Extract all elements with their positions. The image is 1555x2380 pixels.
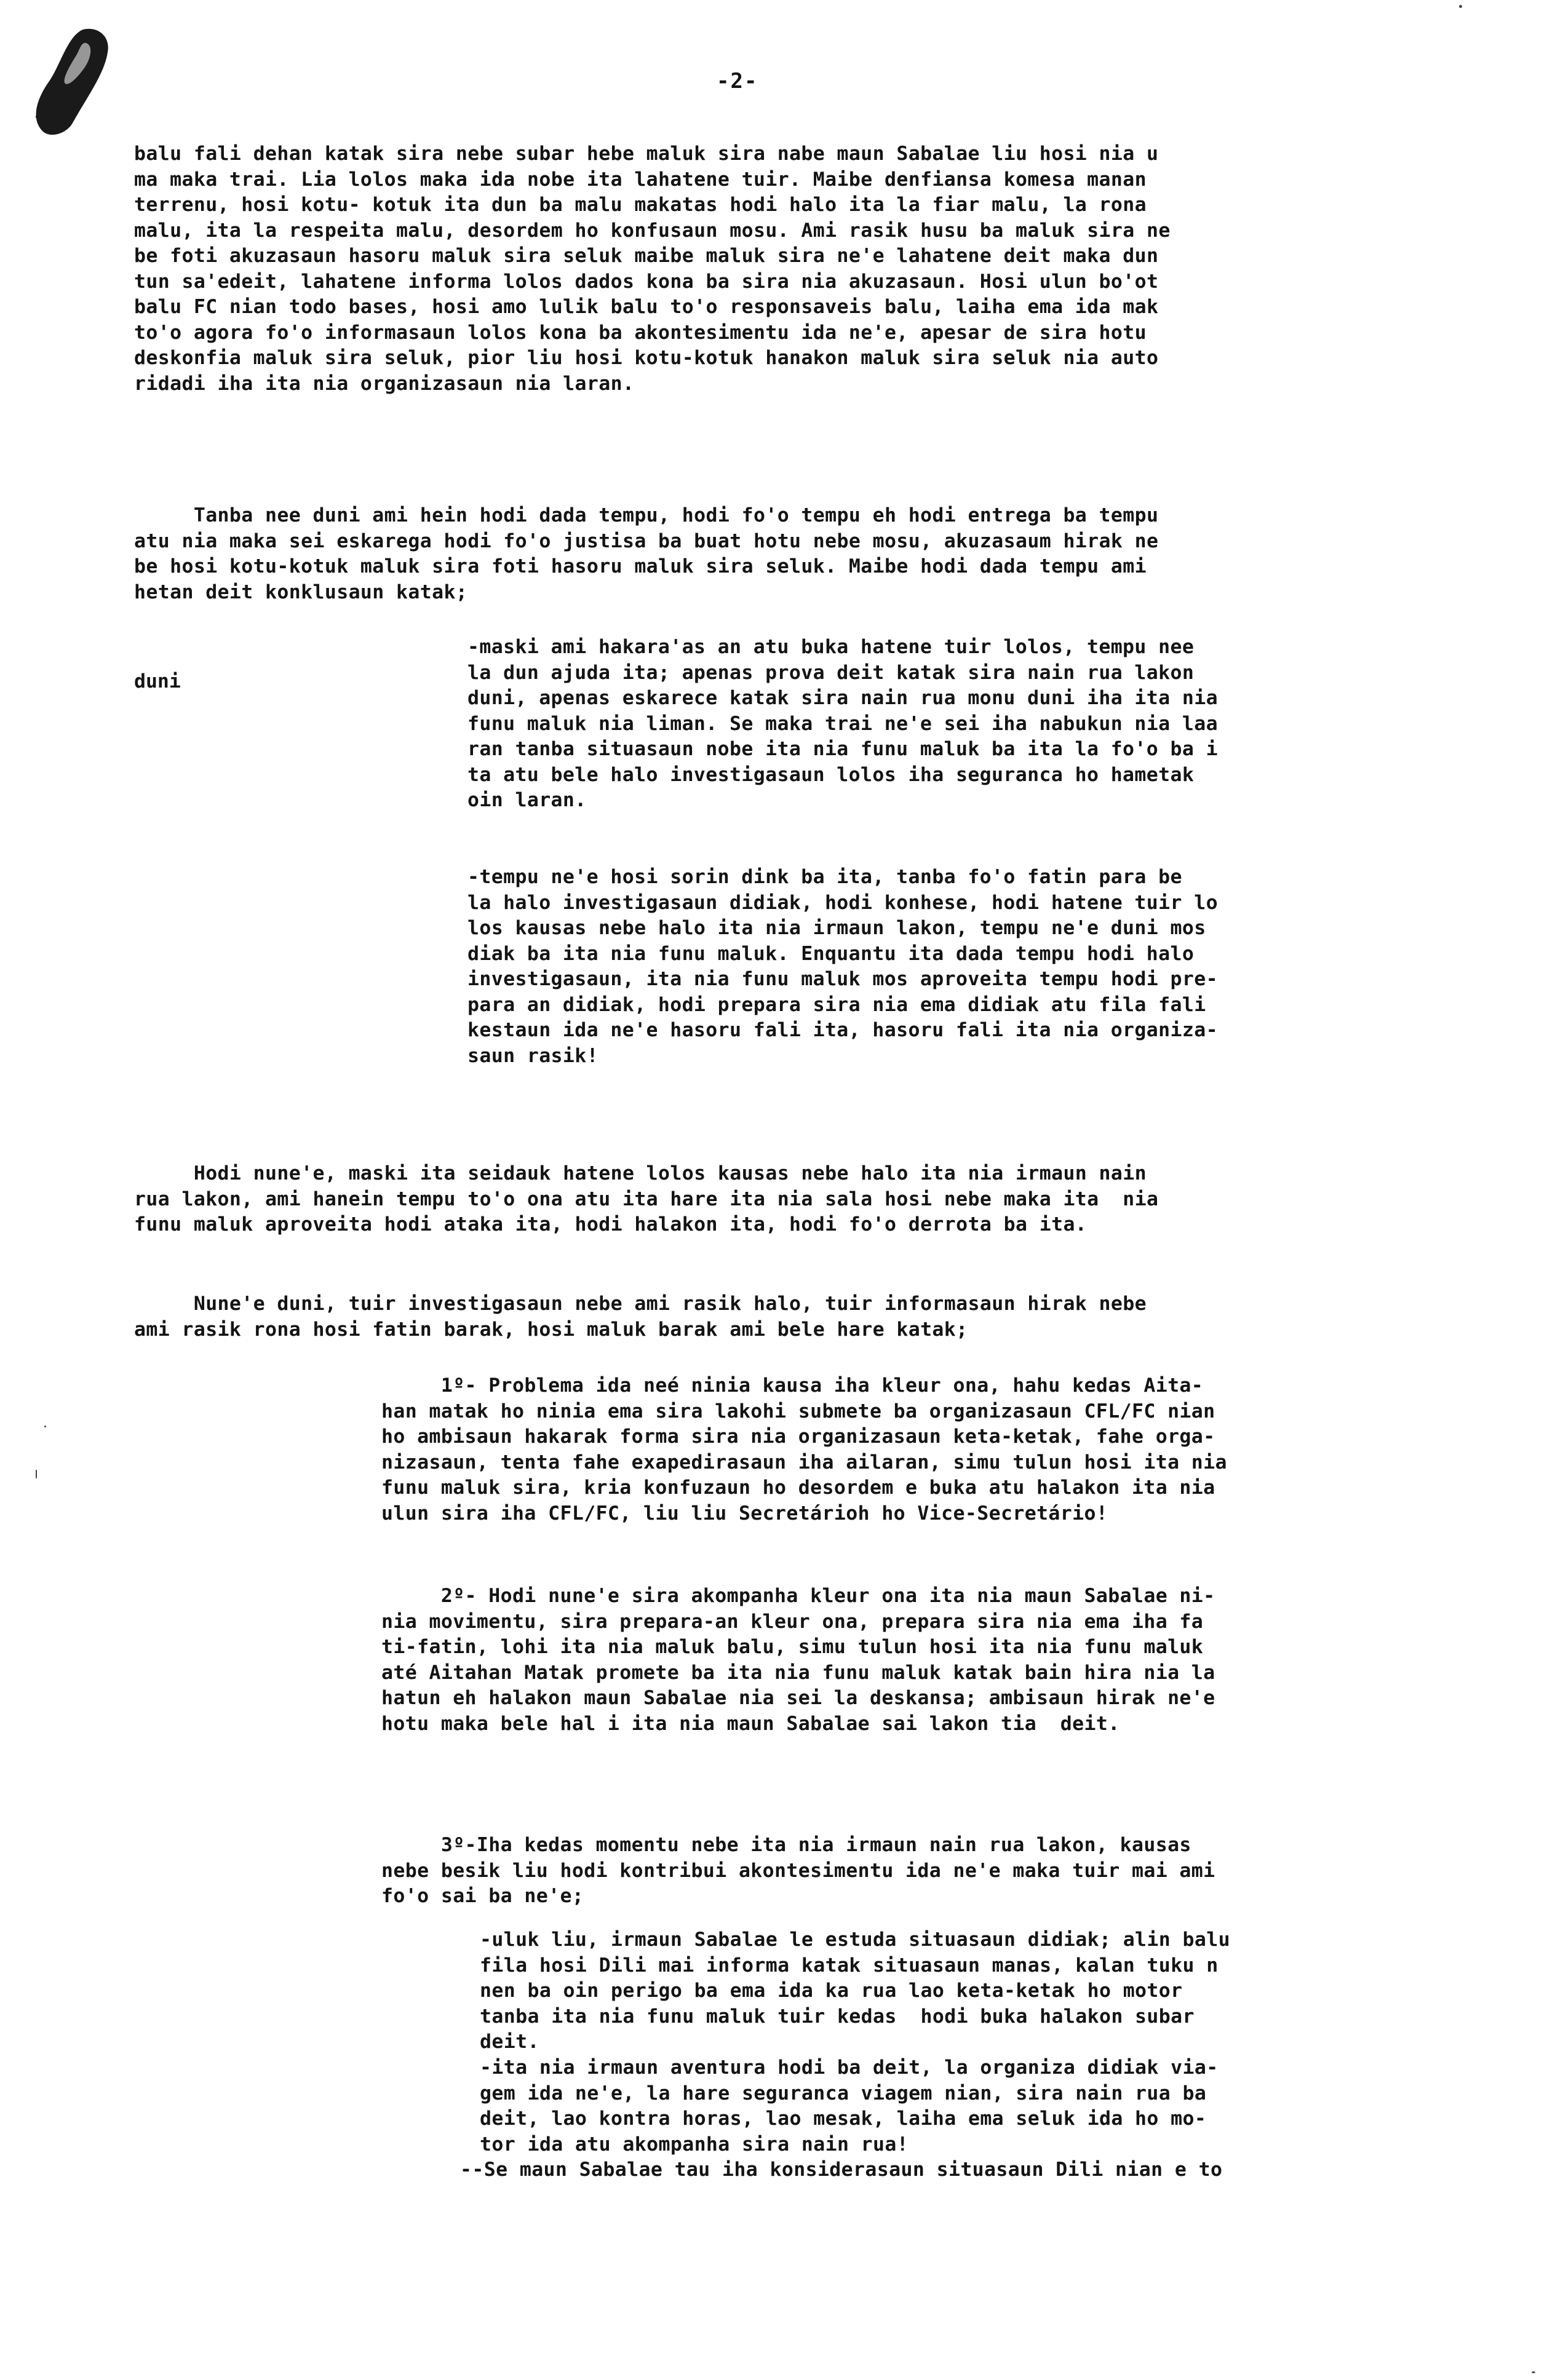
- text-line: ran tanba situasaun nobe ita nia funu maluk ba ita la fo'o ba i: [467, 738, 1218, 760]
- text-line: duni, apenas eskarece katak sira nain rua monu duni iha ita nia: [467, 687, 1218, 709]
- text-line: be foti akuzasaun hasoru maluk sira seluk maibe maluk sira ne'e lahatene deit maka dun: [134, 245, 1159, 267]
- text-line: -uluk liu, irmaun Sabalae le estuda situasaun didiak; alin balu: [480, 1929, 1230, 1951]
- text-line: ami rasik rona hosi fatin barak, hosi maluk barak ami bele hare katak;: [134, 1318, 968, 1341]
- text-line: tun sa'edeit, lahatene informa lolos dados kona ba sira nia akuzasaun. Hosi ulun bo'ot: [134, 270, 1159, 293]
- text-line: terrenu, hosi kotu- kotuk ita dun ba malu makatas hodi halo ita la fiar malu, la rona: [134, 194, 1147, 216]
- text-line: 2º- Hodi nune'e sira akompanha kleur ona ita nia maun Sabalae ni-: [381, 1585, 1215, 1607]
- text-line: atu nia maka sei eskarega hodi fo'o justisa ba buat hotu nebe mosu, akuzasaum hirak ne: [134, 530, 1159, 552]
- text-line: diak ba ita nia funu maluk. Enquantu ita dada tempu hodi halo: [467, 942, 1195, 965]
- text-line: Tanba nee duni ami hein hodi dada tempu, hodi fo'o tempu eh hodi entrega ba tempu: [134, 504, 1159, 526]
- text-line: ridadi iha ita nia organizasaun nia laran.: [134, 372, 635, 395]
- text-line: la dun ajuda ita; apenas prova deit katak sira nain rua lakon: [467, 661, 1195, 684]
- paper-speck: [44, 1426, 46, 1427]
- text-line: -maski ami hakara'as an atu buka hatene tuir lolos, tempu nee: [467, 636, 1195, 658]
- text-line: to'o agora fo'o informasaun lolos kona ba akontesimentu ida ne'e, apesar de sira hotu: [134, 321, 1147, 344]
- text-line: hetan deit konklusaun katak;: [134, 581, 468, 603]
- text-line: hotu maka bele hal i ita nia maun Sabalae sai lakon tia deit.: [381, 1712, 1120, 1735]
- page-number: -2-: [717, 69, 758, 93]
- text-line: los kausas nebe halo ita nia irmaun lakon, tempu ne'e duni mos: [467, 917, 1206, 939]
- text-line: funu maluk aproveita hodi ataka ita, hodi halakon ita, hodi fo'o derrota ba ita.: [134, 1213, 1088, 1236]
- text-line: hatun eh halakon maun Sabalae nia sei la deskansa; ambisaun hirak ne'e: [381, 1687, 1215, 1709]
- text-line: tanba ita nia funu maluk tuir kedas hodi buka halakon subar: [480, 2005, 1195, 2028]
- text-line: --Se maun Sabalae tau iha konsiderasaun situasaun Dili nian e to: [460, 2159, 1223, 2181]
- paper-speck: [1459, 5, 1462, 8]
- text-line: han matak ho ninia ema sira lakohi submete ba organizasaun CFL/FC nian: [381, 1400, 1215, 1422]
- text-line: deskonfia maluk sira seluk, pior liu hosi kotu-kotuk hanakon maluk sira seluk nia auto: [134, 347, 1159, 369]
- text-line: 3º-Iha kedas momentu nebe ita nia irmaun nain rua lakon, kausas: [381, 1834, 1191, 1856]
- text-line: balu FC nian todo bases, hosi amo lulik balu to'o responsaveis balu, laiha ema ida mak: [134, 296, 1159, 318]
- text-line: saun rasik!: [467, 1044, 599, 1067]
- text-line: nizasaun, tenta fahe exapedirasaun iha ailaran, simu tulun hosi ita nia: [381, 1451, 1227, 1474]
- text-line: até Aitahan Matak promete ba ita nia funu maluk katak bain hira nia la: [381, 1661, 1215, 1684]
- paper-speck: [36, 1470, 37, 1478]
- text-line: investigasaun, ita nia funu maluk mos aproveita tempu hodi pre-: [467, 968, 1218, 990]
- text-line: gem ida ne'e, la hare seguranca viagem nian, sira nain rua ba: [480, 2082, 1207, 2104]
- text-line: deit.: [480, 2031, 539, 2053]
- ink-blot-mark: [25, 25, 117, 141]
- text-line: fo'o sai ba ne'e;: [381, 1885, 584, 1907]
- text-line: balu fali dehan katak sira nebe subar hebe maluk sira nabe maun Sabalae liu hosi nia u: [134, 143, 1159, 165]
- text-line: funu maluk nia liman. Se maka trai ne'e sei iha nabukun nia laa: [467, 712, 1218, 735]
- text-line: nen ba oin perigo ba ema ida ka rua lao keta-ketak ho motor: [480, 1980, 1183, 2002]
- text-line: oin laran.: [467, 789, 587, 811]
- text-line: -tempu ne'e hosi sorin dink ba ita, tanba fo'o fatin para be: [467, 866, 1182, 888]
- text-line: ta atu bele halo investigasaun lolos iha seguranca ho hametak: [467, 763, 1195, 786]
- text-line: -ita nia irmaun aventura hodi ba deit, la organiza didiak via-: [480, 2057, 1219, 2079]
- text-line: 1º- Problema ida neé ninia kausa iha kleur ona, hahu kedas Aita-: [381, 1374, 1204, 1397]
- text-line: kestaun ida ne'e hasoru fali ita, hasoru fali ita nia organiza-: [467, 1019, 1218, 1041]
- paper-speck: [1532, 2371, 1535, 2373]
- text-line: fila hosi Dili mai informa katak situasaun manas, kalan tuku n: [480, 1954, 1219, 1977]
- margin-note: duni: [134, 670, 181, 692]
- text-line: nebe besik liu hodi kontribui akontesimentu ida ne'e maka tuir mai ami: [381, 1859, 1215, 1882]
- text-line: rua lakon, ami hanein tempu to'o ona atu ita hare ita nia sala hosi nebe maka ita nia: [134, 1188, 1159, 1210]
- text-line: tor ida atu akompanha sira nain rua!: [480, 2133, 909, 2156]
- text-line: la halo investigasaun didiak, hodi konhese, hodi hatene tuir lo: [467, 891, 1218, 914]
- text-line: malu, ita la respeita malu, desordem ho konfusaun mosu. Ami rasik husu ba maluk sira ne: [134, 219, 1171, 242]
- text-line: funu maluk sira, kria konfuzaun ho desordem e buka atu halakon ita nia: [381, 1477, 1215, 1499]
- text-line: ulun sira iha CFL/FC, liu liu Secretárioh ho Vice-Secretário!: [381, 1502, 1108, 1525]
- text-line: deit, lao kontra horas, lao mesak, laiha ema seluk ida ho mo-: [480, 2108, 1207, 2130]
- text-line: ho ambisaun hakarak forma sira nia organizasaun keta-ketak, fahe orga-: [381, 1426, 1215, 1448]
- text-line: Nune'e duni, tuir investigasaun nebe ami rasik halo, tuir informasaun hirak nebe: [134, 1293, 1147, 1315]
- text-line: be hosi kotu-kotuk maluk sira foti hasoru maluk sira seluk. Maibe hodi dada tempu ami: [134, 555, 1147, 577]
- text-line: ti-fatin, lohi ita nia maluk balu, simu tulun hosi ita nia funu maluk: [381, 1636, 1204, 1658]
- text-line: para an didiak, hodi prepara sira nia ema didiak atu fila fali: [467, 993, 1206, 1016]
- text-line: ma maka trai. Lia lolos maka ida nobe ita lahatene tuir. Maibe denfiansa komesa manan: [134, 168, 1147, 191]
- text-line: nia movimentu, sira prepara-an kleur ona, prepara sira nia ema iha fa: [381, 1610, 1204, 1633]
- text-line: Hodi nune'e, maski ita seidauk hatene lolos kausas nebe halo ita nia irmaun nain: [134, 1162, 1147, 1184]
